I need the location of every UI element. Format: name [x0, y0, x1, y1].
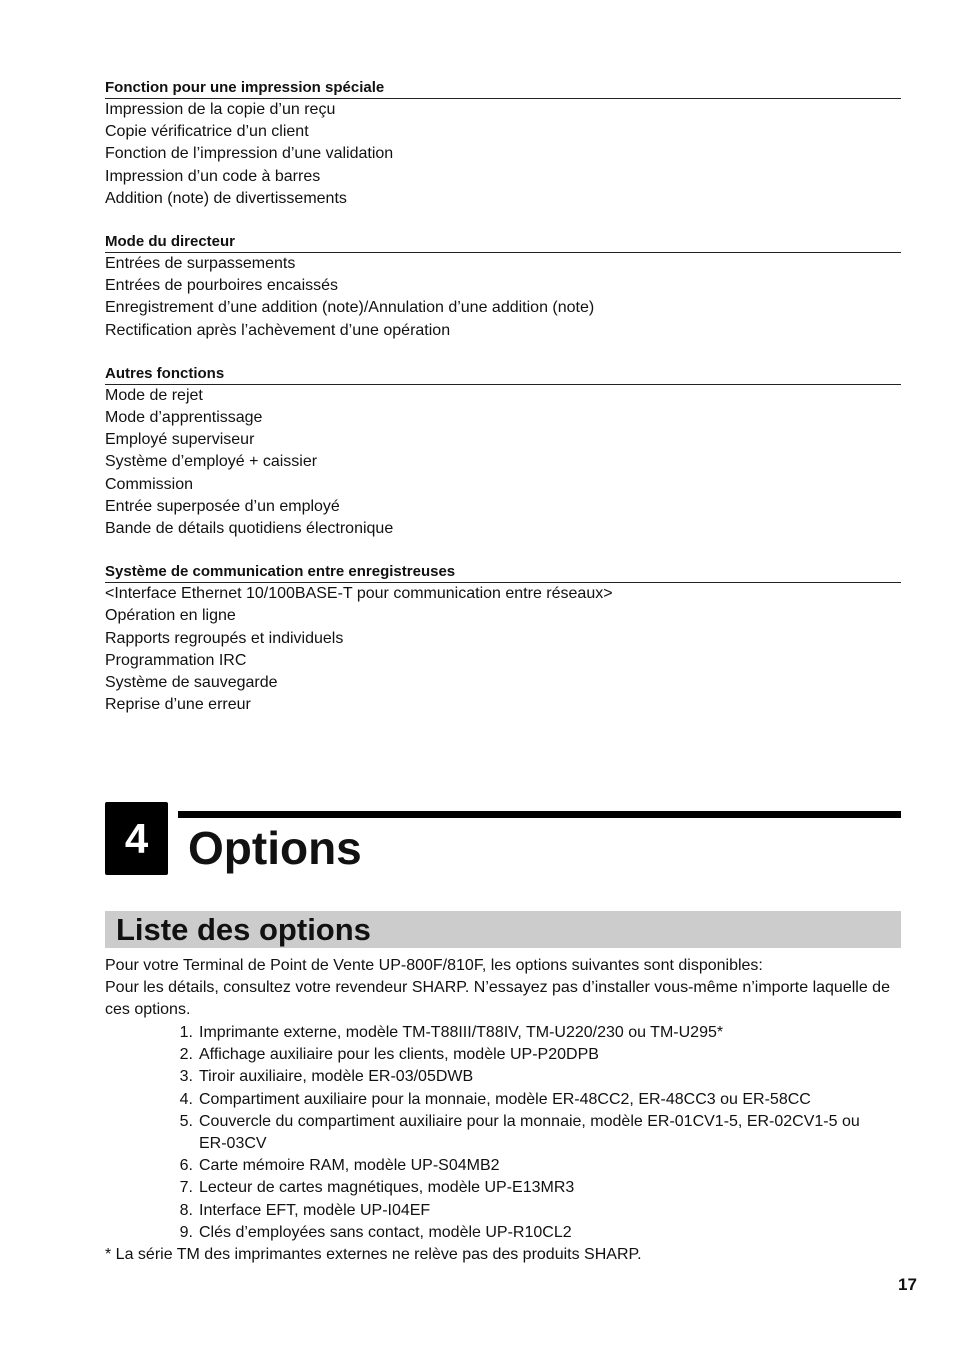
list-item: Rectification après l’achèvement d’une opération [105, 321, 451, 339]
option-text: Interface EFT, modèle UP-I04EF [199, 1201, 431, 1219]
feature-section [105, 562, 901, 716]
option-item [160, 1155, 890, 1177]
chapter-rule [178, 811, 901, 818]
list-item: Reprise d’une erreur [105, 696, 251, 714]
option-item [160, 1222, 890, 1244]
intro-paragraph: Pour votre Terminal de Point de Vente UP-800F/810F, les options suivantes sont disponibles: [105, 957, 763, 974]
option-number: 1. [179, 1024, 193, 1041]
list-item: Copie vérificatrice d’un client [105, 123, 309, 141]
option-item [160, 1022, 890, 1044]
option-item [160, 1177, 890, 1199]
section-band [105, 911, 901, 948]
option-item [160, 1044, 890, 1066]
option-text: Imprimante externe, modèle TM-T88III/T88IV, TM-U220/230 ou TM-U295* [199, 1024, 724, 1041]
option-item [160, 1200, 890, 1222]
section-heading: Fonction pour une impression spéciale [105, 78, 901, 99]
option-item [160, 1111, 890, 1155]
option-number: 2. [179, 1046, 193, 1064]
list-item: Addition (note) de divertissements [105, 189, 347, 207]
option-item [160, 1089, 890, 1111]
option-text: Lecteur de cartes magnétiques, modèle UP-E13MR3 [199, 1179, 575, 1197]
list-item: <Interface Ethernet 10/100BASE-T pour communication entre réseaux> [105, 585, 613, 603]
list-item: Bande de détails quotidiens électronique [105, 520, 394, 538]
list-item: Système de sauvegarde [105, 674, 278, 692]
feature-section [105, 78, 901, 210]
footnote: * La série TM des imprimantes externes ne relève pas des produits SHARP. [105, 1246, 642, 1263]
page-number: 17 [898, 1275, 917, 1294]
list-item: Mode de rejet [105, 386, 203, 404]
intro-paragraph: Pour les détails, consultez votre revendeur SHARP. N’essayez pas d’installer vous-même n’importe laquelle de ces options. [105, 979, 890, 1019]
option-item [160, 1066, 890, 1088]
option-number: 3. [179, 1068, 193, 1086]
option-text: Clés d’employées sans contact, modèle UP-R10CL2 [199, 1223, 572, 1241]
list-item: Programmation IRC [105, 651, 247, 669]
option-number: 9. [179, 1223, 193, 1241]
list-item: Fonction de l’impression d’une validation [105, 145, 394, 163]
list-item: Enregistrement d’une addition (note)/Annulation d’une addition (note) [105, 299, 595, 317]
list-item: Commission [105, 475, 194, 493]
option-number: 4. [179, 1090, 193, 1108]
option-number: 7. [179, 1179, 193, 1197]
section-title: Liste des options [116, 912, 371, 947]
list-item: Rapports regroupés et individuels [105, 629, 344, 647]
section-heading: Autres fonctions [105, 364, 901, 385]
intro-text [105, 955, 905, 1022]
options-list [160, 1022, 890, 1244]
option-text: Couvercle du compartiment auxiliaire pour la monnaie, modèle ER-01CV1-5, ER-02CV1-5 ou ER-03CV [199, 1112, 860, 1153]
option-text: Carte mémoire RAM, modèle UP-S04MB2 [199, 1157, 500, 1175]
option-text: Compartiment auxiliaire pour la monnaie, modèle ER-48CC2, ER-48CC3 ou ER-58CC [199, 1090, 811, 1108]
list-item: Opération en ligne [105, 607, 236, 625]
list-item: Employé superviseur [105, 431, 255, 449]
list-item: Système d’employé + caissier [105, 453, 318, 471]
list-item: Entrée superposée d’un employé [105, 497, 340, 515]
section-heading: Mode du directeur [105, 232, 901, 253]
chapter-header [105, 802, 901, 876]
list-item: Mode d’apprentissage [105, 409, 263, 427]
list-item: Entrées de pourboires encaissés [105, 277, 339, 295]
option-number: 5. [179, 1112, 193, 1130]
list-item: Impression de la copie d’un reçu [105, 101, 336, 118]
feature-section [105, 232, 901, 342]
list-item: Entrées de surpassements [105, 255, 296, 273]
option-text: Tiroir auxiliaire, modèle ER-03/05DWB [199, 1068, 474, 1086]
list-item: Impression d’un code à barres [105, 167, 321, 185]
feature-section [105, 364, 901, 540]
option-text: Affichage auxiliaire pour les clients, modèle UP-P20DPB [199, 1046, 599, 1064]
feature-sections [105, 78, 901, 738]
option-number: 6. [179, 1157, 193, 1175]
chapter-title: Options [188, 822, 362, 874]
option-number: 8. [179, 1201, 193, 1219]
section-heading: Système de communication entre enregistreuses [105, 562, 901, 583]
chapter-number: 4 [105, 802, 168, 875]
